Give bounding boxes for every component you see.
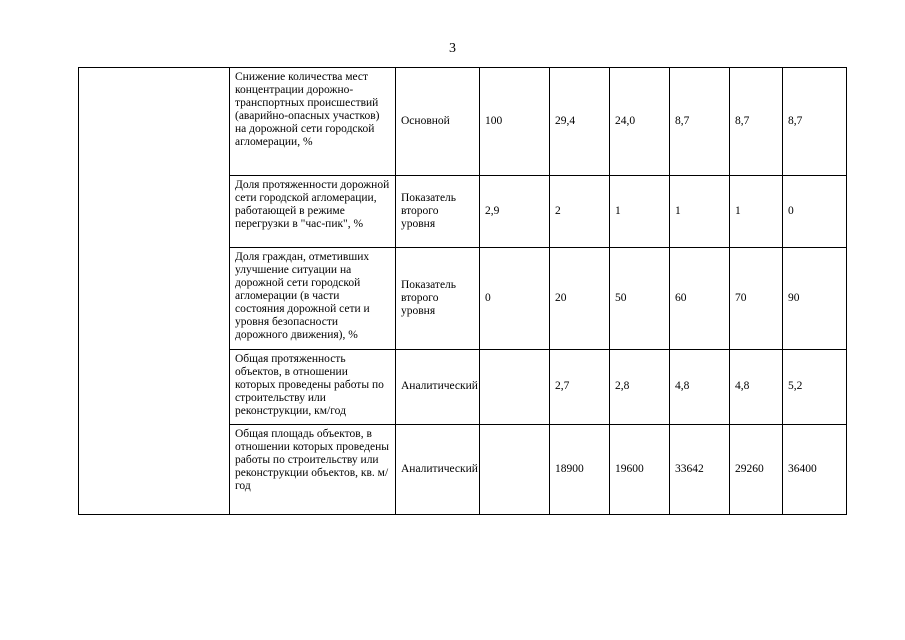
value-cell: 60 <box>670 248 730 350</box>
value-cell: 8,7 <box>783 68 847 176</box>
value-cell <box>480 425 550 515</box>
value-cell: 20 <box>550 248 610 350</box>
indicator-name: Доля граждан, отметивших улучшение ситуации на дорожной сети городской агломерации (в части состояния дорожной сети и уровня безопасности дорожного движения), % <box>230 248 396 350</box>
indicator-type: Показатель второго уровня <box>396 176 480 248</box>
value-cell: 2,8 <box>610 350 670 425</box>
value-cell: 0 <box>480 248 550 350</box>
indicator-name: Доля протяженности дорожной сети городской агломерации, работающей в режиме перегрузки в "час-пик", % <box>230 176 396 248</box>
value-cell: 8,7 <box>730 68 783 176</box>
value-cell: 33642 <box>670 425 730 515</box>
value-cell: 18900 <box>550 425 610 515</box>
value-cell: 4,8 <box>670 350 730 425</box>
indicator-type: Показатель второго уровня <box>396 248 480 350</box>
blank-first-column-cell <box>79 68 230 515</box>
value-cell: 19600 <box>610 425 670 515</box>
page-number: 3 <box>449 41 456 56</box>
indicator-type: Аналитический <box>396 425 480 515</box>
value-cell: 4,8 <box>730 350 783 425</box>
value-cell: 50 <box>610 248 670 350</box>
indicator-name: Снижение количества мест концентрации дорожно-транспортных происшествий (аварийно-опасных участков) на дорожной сети городской агломерации, % <box>230 68 396 176</box>
value-cell: 2,7 <box>550 350 610 425</box>
value-cell: 2 <box>550 176 610 248</box>
value-cell: 29,4 <box>550 68 610 176</box>
value-cell: 29260 <box>730 425 783 515</box>
indicator-type: Аналитический <box>396 350 480 425</box>
value-cell: 2,9 <box>480 176 550 248</box>
value-cell: 1 <box>610 176 670 248</box>
table-row <box>79 68 847 176</box>
value-cell <box>480 350 550 425</box>
value-cell: 5,2 <box>783 350 847 425</box>
value-cell: 24,0 <box>610 68 670 176</box>
value-cell: 90 <box>783 248 847 350</box>
value-cell: 0 <box>783 176 847 248</box>
indicator-name: Общая протяженность объектов, в отношении которых проведены работы по строительству или реконструкции, км/год <box>230 350 396 425</box>
indicators-table <box>78 67 847 515</box>
value-cell: 1 <box>670 176 730 248</box>
value-cell: 36400 <box>783 425 847 515</box>
value-cell: 100 <box>480 68 550 176</box>
value-cell: 70 <box>730 248 783 350</box>
indicator-type: Основной <box>396 68 480 176</box>
value-cell: 1 <box>730 176 783 248</box>
indicator-name: Общая площадь объектов, в отношении которых проведены работы по строительству или реконструкции объектов, кв. м/год <box>230 425 396 515</box>
value-cell: 8,7 <box>670 68 730 176</box>
